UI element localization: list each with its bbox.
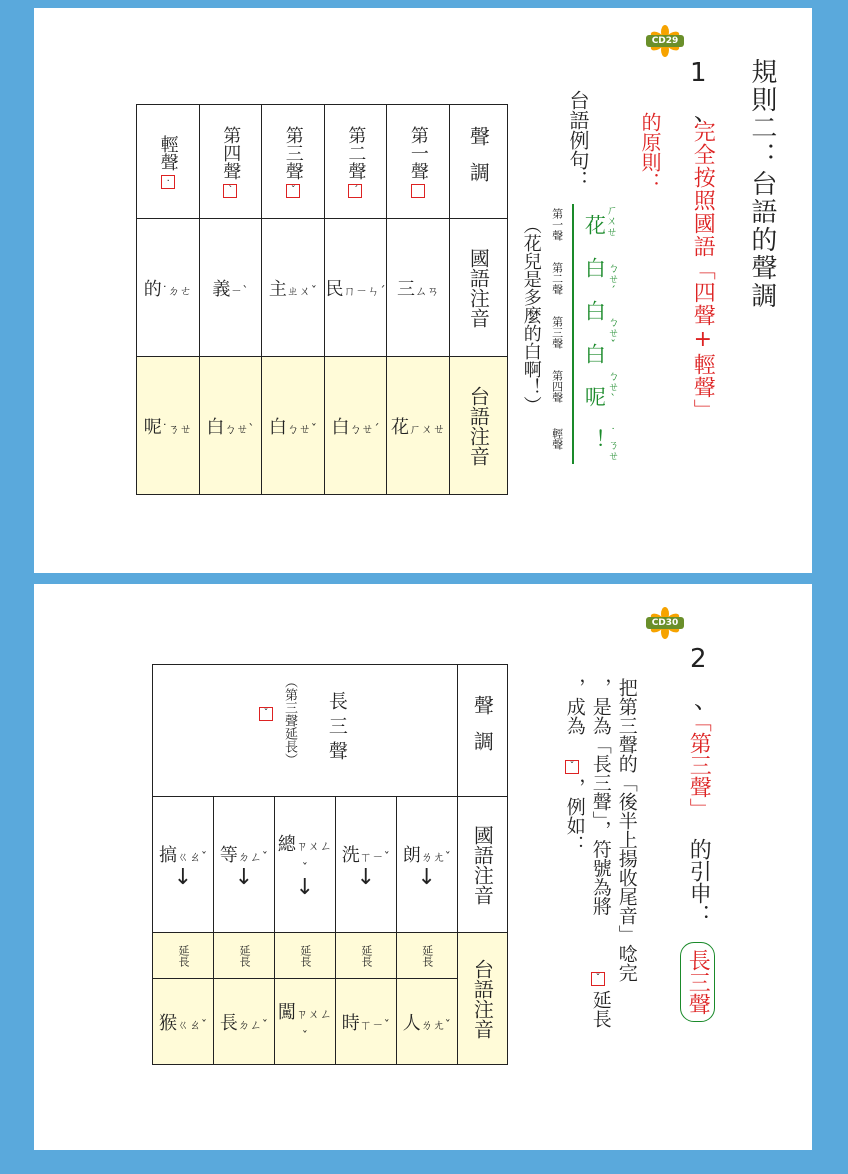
- example-zhuyin: ㄅㄝˊ: [606, 262, 620, 297]
- cd-label: CD29: [646, 35, 684, 47]
- mandarin-cell: 洗ㄒㄧˇ ↓: [335, 797, 396, 933]
- tone-cell: 第三聲ˇ: [262, 105, 325, 219]
- taiwanese-cell: 呢˙ㄋㄝ: [137, 357, 200, 495]
- example-char: 呢: [582, 386, 607, 429]
- page-title: 規則二：台語的聲調: [746, 58, 777, 310]
- extend-cell: 延長: [213, 933, 274, 979]
- example-label: 台語例句：: [566, 90, 590, 190]
- extend-cell: 延長: [274, 933, 335, 979]
- point-text-red: 「第三聲」: [686, 710, 712, 820]
- point-text-tail: 的原則：: [638, 112, 662, 192]
- taiwanese-cell: 人ㄌㄤˇ: [396, 979, 457, 1065]
- tone-cell: 輕聲·: [137, 105, 200, 219]
- mandarin-cell: 主ㄓㄨˇ: [262, 219, 325, 357]
- extend-cell: 延長: [153, 933, 214, 979]
- point-text-red: 完全按照國語「四聲+輕聲」: [690, 120, 716, 422]
- body-line: 延長: [589, 990, 612, 1028]
- example-char: ！: [582, 429, 607, 472]
- body-line: ，是為「長三聲」，符號為將: [589, 678, 612, 916]
- body-line: ，成為: [563, 678, 586, 735]
- example-char: 白: [582, 300, 607, 343]
- translation: （花兒是多麼的白啊！）: [520, 216, 542, 414]
- panel-rule-two: [34, 8, 812, 573]
- header-tone: 聲調: [457, 665, 507, 797]
- point-number: 1: [690, 58, 707, 88]
- body-line: 把第三聲的「後半上揚收尾音」唸完: [615, 678, 638, 982]
- taiwanese-cell: 猴ㄍㄠˇ: [153, 979, 214, 1065]
- tone-box-icon: ˇ: [565, 760, 579, 774]
- tone-label: 輕聲: [550, 428, 564, 450]
- header-taiwanese: 台語注音: [457, 933, 507, 1065]
- taiwanese-cell: 時ㄒㄧˇ: [335, 979, 396, 1065]
- mandarin-cell: 朗ㄌㄤˇ ↓: [396, 797, 457, 933]
- example-zhuyin: ˙ㄋㄝ: [606, 426, 620, 461]
- point-separator: 、: [694, 98, 718, 126]
- body-line: ，例如：: [563, 778, 586, 854]
- header-mandarin: 國語注音: [449, 219, 507, 357]
- tone-label: 第四聲: [550, 370, 564, 403]
- long-tone-sub: （第三聲延長）: [281, 675, 297, 766]
- point-separator: 、: [694, 686, 718, 714]
- extend-cell: 延長: [396, 933, 457, 979]
- tone-cell: 第一聲: [387, 105, 450, 219]
- taiwanese-cell: 白ㄅㄝˋ: [199, 357, 262, 495]
- mandarin-cell: 搞ㄍㄠˇ ↓: [153, 797, 214, 933]
- mandarin-cell: 總ㄗㄨㄥˇ ↓: [274, 797, 335, 933]
- tone-table: [136, 104, 508, 495]
- long-tone-mark-icon: ˇ: [259, 707, 273, 721]
- panel-long-third-tone: [34, 584, 812, 1150]
- point-number: 2: [690, 644, 707, 674]
- example-char: 白: [582, 257, 607, 300]
- example-zhuyin: ㄅㄝˇ: [606, 316, 620, 351]
- tone-label: 第三聲: [550, 316, 564, 349]
- tone-box-icon: ˇ: [591, 972, 605, 986]
- tone-cell: 第二聲ˊ: [324, 105, 387, 219]
- tone-label: 第二聲: [550, 262, 564, 295]
- taiwanese-cell: 花ㄏㄨㄝ: [387, 357, 450, 495]
- mandarin-cell: 的˙ㄉㄜ: [137, 219, 200, 357]
- cd-label: CD30: [646, 617, 684, 629]
- header-mandarin: 國語注音: [457, 797, 507, 933]
- long-tone-table: [152, 664, 508, 1065]
- mandarin-cell: 等ㄉㄥˇ ↓: [213, 797, 274, 933]
- mandarin-cell: 民ㄇㄧㄣˊ: [324, 219, 387, 357]
- taiwanese-cell: 闖ㄗㄨㄥˇ: [274, 979, 335, 1065]
- mandarin-cell: 義ㄧˋ: [199, 219, 262, 357]
- example-zhuyin: ㄏㄨㄝ: [605, 204, 618, 237]
- header-tone: 聲調: [449, 105, 507, 219]
- tone-label: 第一聲: [550, 208, 564, 241]
- taiwanese-cell: 白ㄅㄝˊ: [324, 357, 387, 495]
- long-tone-header: [153, 665, 458, 797]
- long-tone-label: 長三聲: [325, 691, 348, 766]
- cd-badge-icon: [648, 606, 682, 640]
- extend-cell: 延長: [335, 933, 396, 979]
- cd-badge-icon: [648, 24, 682, 58]
- header-taiwanese: 台語注音: [449, 357, 507, 495]
- example-zhuyin: ㄅㄝˋ: [606, 370, 620, 405]
- example-char: 花: [582, 214, 607, 257]
- long-tone-badge: 長三聲: [680, 942, 715, 1022]
- tone-cell: 第四聲ˋ: [199, 105, 262, 219]
- point-text-mid: 的引申：: [686, 838, 712, 926]
- example-char: 白: [582, 343, 607, 386]
- taiwanese-cell: 長ㄉㄥˇ: [213, 979, 274, 1065]
- mandarin-cell: 三ㄙㄢ: [387, 219, 450, 357]
- taiwanese-cell: 白ㄅㄝˇ: [262, 357, 325, 495]
